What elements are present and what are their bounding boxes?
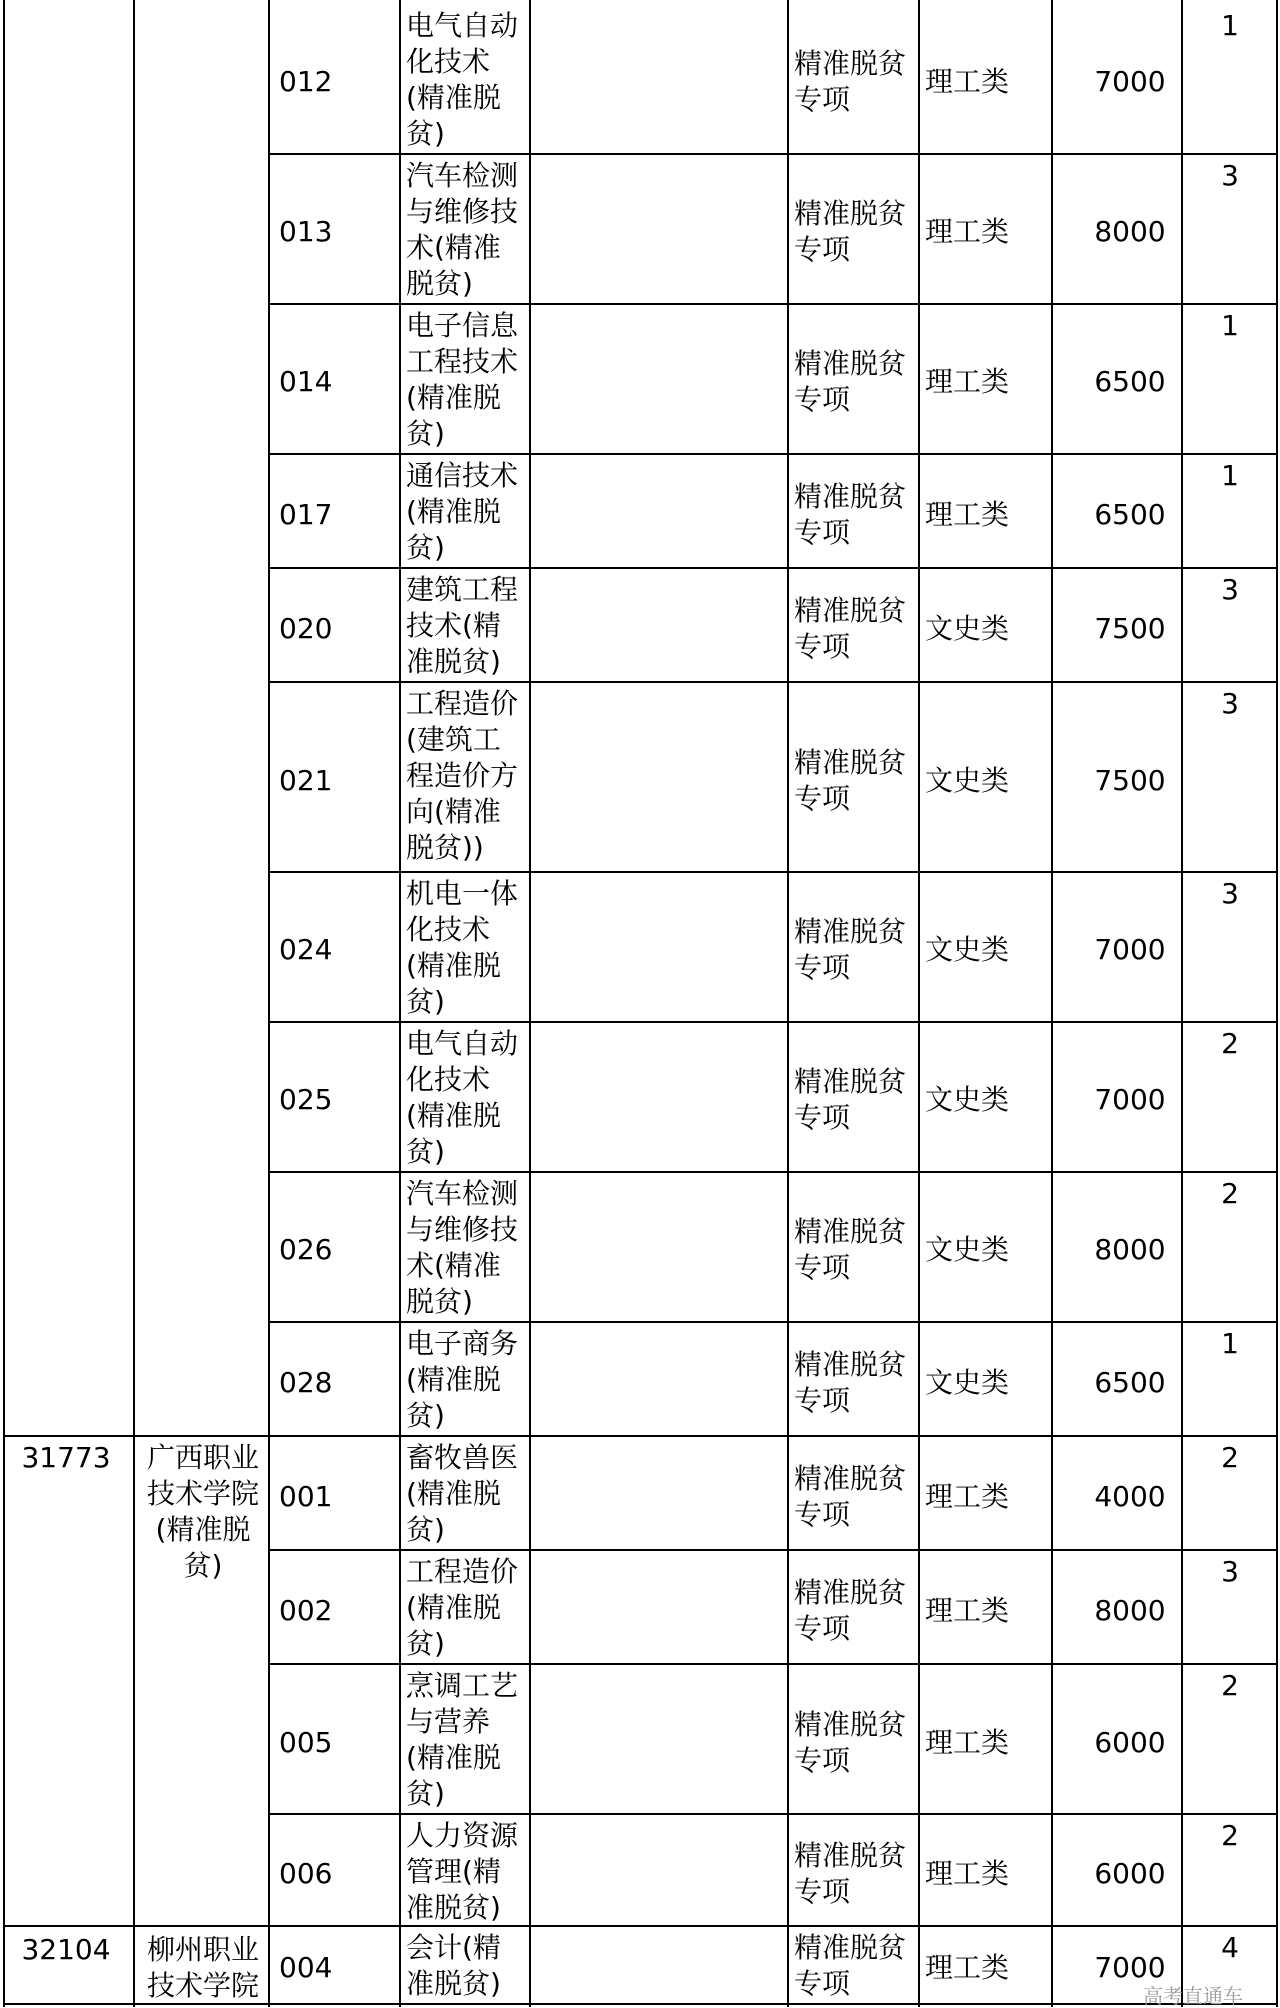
- enrollment-quota: 1: [1221, 309, 1239, 342]
- table-border-line: [268, 0, 270, 2007]
- plan-type: 精准脱贫专项: [794, 1462, 907, 1531]
- major-name: 人力资源管理(精准脱贫): [406, 1819, 519, 1924]
- table-border-line: [268, 567, 1278, 569]
- major-name: 电子商务(精准脱贫): [406, 1327, 519, 1432]
- plan-type: 精准脱贫专项: [794, 47, 907, 116]
- major-name: 工程造价(精准脱贫): [406, 1555, 519, 1660]
- enrollment-quota: 3: [1221, 573, 1239, 606]
- major-code: 026: [279, 1233, 333, 1266]
- subject-category: 理工类: [925, 1857, 1010, 1890]
- table-border-line: [268, 303, 1278, 305]
- enrollment-quota: 2: [1221, 1669, 1239, 1702]
- subject-category: 理工类: [925, 1594, 1010, 1627]
- plan-type: 精准脱贫专项: [794, 1576, 907, 1645]
- enrollment-quota: 4: [1221, 1931, 1239, 1964]
- enrollment-quota: 2: [1221, 1027, 1239, 1060]
- tuition-fee: 7000: [1094, 1951, 1166, 1984]
- plan-type: 精准脱贫专项: [794, 1931, 907, 2000]
- table-border-line: [268, 681, 1278, 683]
- tuition-fee: 6500: [1094, 498, 1166, 531]
- tuition-fee: 4000: [1094, 1480, 1166, 1513]
- subject-category: 理工类: [925, 365, 1010, 398]
- subject-category: 文史类: [925, 933, 1010, 966]
- tuition-fee: 6500: [1094, 365, 1166, 398]
- table-border-line: [3, 1925, 1278, 1927]
- table-border-line: [268, 871, 1278, 873]
- major-code: 014: [279, 365, 333, 398]
- table-border-line: [268, 1549, 1278, 1551]
- subject-category: 理工类: [925, 498, 1010, 531]
- table-border-line: [268, 1171, 1278, 1173]
- major-name: 汽车检测与维修技术(精准脱贫): [406, 159, 519, 300]
- subject-category: 理工类: [925, 1480, 1010, 1513]
- subject-category: 理工类: [925, 1726, 1010, 1759]
- table-border-line: [1181, 0, 1183, 2007]
- enrollment-quota: 1: [1221, 1327, 1239, 1360]
- table-border-line: [3, 1435, 1278, 1437]
- plan-type: 精准脱贫专项: [794, 1348, 907, 1417]
- plan-type: 精准脱贫专项: [794, 197, 907, 266]
- tuition-fee: 6500: [1094, 1366, 1166, 1399]
- tuition-fee: 7500: [1094, 764, 1166, 797]
- major-name: 工程造价(建筑工程造价方向(精准脱贫)): [406, 687, 519, 864]
- major-name: 会计(精准脱贫): [406, 1931, 501, 2000]
- table-border-line: [1276, 0, 1278, 2007]
- tuition-fee: 7000: [1094, 1083, 1166, 1116]
- table-border-line: [133, 0, 135, 2007]
- enrollment-quota: 3: [1221, 1555, 1239, 1588]
- table-border-line: [399, 0, 401, 2007]
- major-code: 013: [279, 215, 333, 248]
- plan-type: 精准脱贫专项: [794, 746, 907, 815]
- tuition-fee: 8000: [1094, 1594, 1166, 1627]
- subject-category: 理工类: [925, 65, 1010, 98]
- subject-category: 文史类: [925, 612, 1010, 645]
- table-border-line: [918, 0, 920, 2007]
- major-name: 机电一体化技术(精准脱贫): [406, 877, 519, 1018]
- tuition-fee: 8000: [1094, 1233, 1166, 1266]
- table-border-line: [529, 0, 531, 2007]
- table-border-line: [268, 1021, 1278, 1023]
- enrollment-quota: 1: [1221, 9, 1239, 42]
- table-border-line: [3, 0, 5, 2007]
- plan-type: 精准脱贫专项: [794, 594, 907, 663]
- major-code: 012: [279, 65, 333, 98]
- table-border-line: [268, 153, 1278, 155]
- major-code: 002: [279, 1594, 333, 1627]
- tuition-fee: 6000: [1094, 1726, 1166, 1759]
- school-name: 广西职业技术学院(精准脱贫): [146, 1441, 259, 1582]
- enrollment-quota: 2: [1221, 1819, 1239, 1852]
- major-name: 电子信息工程技术(精准脱贫): [406, 309, 519, 450]
- major-name: 建筑工程技术(精准脱贫): [406, 573, 519, 678]
- table-border-line: [1051, 0, 1053, 2007]
- tuition-fee: 7000: [1094, 65, 1166, 98]
- table-border-line: [268, 1321, 1278, 1323]
- enrollment-quota: 3: [1221, 877, 1239, 910]
- major-name: 烹调工艺与营养(精准脱贫): [406, 1669, 519, 1810]
- plan-type: 精准脱贫专项: [794, 915, 907, 984]
- enrollment-quota: 3: [1221, 159, 1239, 192]
- major-name: 电气自动化技术(精准脱贫): [406, 1027, 519, 1168]
- major-code: 020: [279, 612, 333, 645]
- table-border-line: [268, 1813, 1278, 1815]
- table-border-line: [787, 0, 789, 2007]
- plan-type: 精准脱贫专项: [794, 1839, 907, 1908]
- enrollment-quota: 2: [1221, 1441, 1239, 1474]
- school-code: 32104: [21, 1933, 111, 1966]
- school-code: 31773: [21, 1441, 111, 1474]
- enrollment-quota: 1: [1221, 459, 1239, 492]
- subject-category: 理工类: [925, 1951, 1010, 1984]
- tuition-fee: 7000: [1094, 933, 1166, 966]
- plan-type: 精准脱贫专项: [794, 1708, 907, 1777]
- major-name: 汽车检测与维修技术(精准脱贫): [406, 1177, 519, 1318]
- school-name: 柳州职业技术学院: [146, 1933, 259, 2002]
- major-code: 028: [279, 1366, 333, 1399]
- tuition-fee: 7500: [1094, 612, 1166, 645]
- subject-category: 文史类: [925, 1083, 1010, 1116]
- table-border-line: [268, 453, 1278, 455]
- major-name: 通信技术(精准脱贫): [406, 459, 519, 564]
- subject-category: 理工类: [925, 215, 1010, 248]
- plan-type: 精准脱贫专项: [794, 480, 907, 549]
- major-code: 006: [279, 1857, 333, 1890]
- major-code: 025: [279, 1083, 333, 1116]
- enrollment-quota: 3: [1221, 687, 1239, 720]
- subject-category: 文史类: [925, 1366, 1010, 1399]
- tuition-fee: 8000: [1094, 215, 1166, 248]
- plan-type: 精准脱贫专项: [794, 1215, 907, 1284]
- watermark: 高考直通车: [1143, 1984, 1243, 2008]
- major-code: 021: [279, 764, 333, 797]
- tuition-fee: 6000: [1094, 1857, 1166, 1890]
- major-code: 004: [279, 1951, 333, 1984]
- subject-category: 文史类: [925, 1233, 1010, 1266]
- enrollment-quota: 2: [1221, 1177, 1239, 1210]
- table-border-line: [268, 1663, 1278, 1665]
- plan-type: 精准脱贫专项: [794, 1065, 907, 1134]
- plan-type: 精准脱贫专项: [794, 347, 907, 416]
- major-name: 电气自动化技术(精准脱贫): [406, 9, 519, 150]
- major-code: 001: [279, 1480, 333, 1513]
- subject-category: 文史类: [925, 764, 1010, 797]
- major-code: 024: [279, 933, 333, 966]
- major-code: 005: [279, 1726, 333, 1759]
- major-name: 畜牧兽医(精准脱贫): [406, 1441, 519, 1546]
- major-code: 017: [279, 498, 333, 531]
